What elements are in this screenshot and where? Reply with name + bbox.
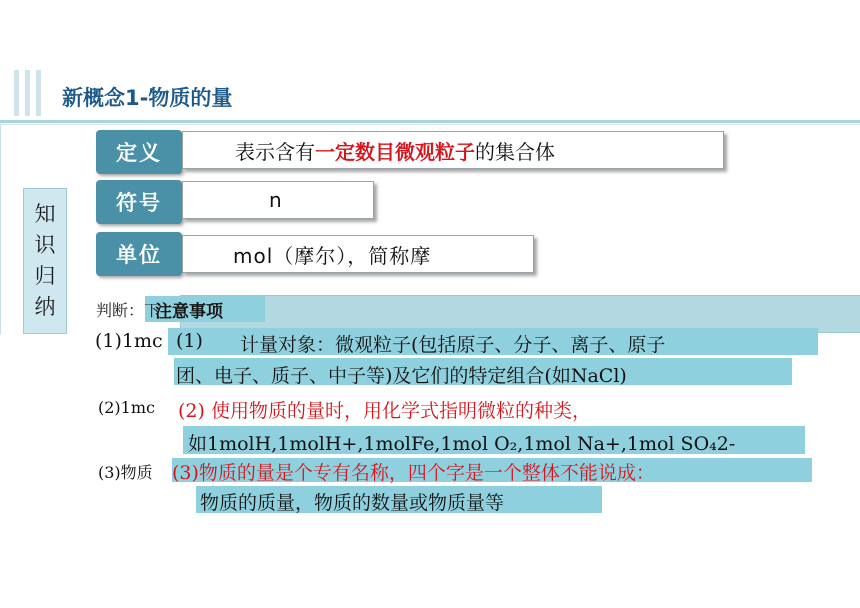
note2-prefix: (2)1mc xyxy=(98,398,155,417)
note2-line1: (2) 使用物质的量时，用化学式指明微粒的种类， xyxy=(178,400,591,422)
header-decoration xyxy=(14,70,54,116)
note3-line1: (3)物质的量是个专有名称，四个字是一个整体不能说成： xyxy=(172,462,655,484)
definition-text-pre: 表示含有 xyxy=(235,139,315,164)
note2-line2: 如1molH,1molH+,1molFe,1mol O₂,1mol Na+,1mol SO₄2- xyxy=(188,433,736,455)
symbol-label: 符号 xyxy=(96,180,182,224)
header-divider-thin xyxy=(0,124,860,125)
page-title: 新概念1-物质的量 xyxy=(62,86,233,110)
note1-number: (1) xyxy=(176,330,203,352)
knowledge-summary-label xyxy=(23,188,67,334)
note1-line2: 团、电子、质子、中子等)及它们的特定组合(如NaCl) xyxy=(176,365,627,387)
left-border xyxy=(0,124,1,334)
side-char: 归 xyxy=(34,264,56,288)
unit-label: 单位 xyxy=(96,232,182,276)
judge-label: 判断：下 xyxy=(96,301,161,320)
note1-prefix: (1)1mc xyxy=(95,330,163,352)
side-char: 识 xyxy=(34,233,56,257)
definition-text-highlight: 一定数目微观粒子 xyxy=(315,139,475,164)
definition-value xyxy=(182,131,724,169)
definition-label: 定义 xyxy=(96,130,182,174)
note3-line2: 物质的质量，物质的数量或物质量等 xyxy=(200,492,505,514)
note3-prefix: (3)物质 xyxy=(98,463,153,482)
notice-title: 注意事项 xyxy=(155,302,223,322)
header-divider xyxy=(0,120,860,123)
unit-text: mol（摩尔），简称摩 xyxy=(233,243,432,268)
symbol-value xyxy=(182,181,374,219)
symbol-text: n xyxy=(269,188,282,212)
note1-line1: 计量对象：微观粒子(包括原子、分子、离子、原子 xyxy=(240,334,666,356)
side-char: 纳 xyxy=(34,295,56,319)
unit-value xyxy=(182,235,534,273)
side-char: 知 xyxy=(34,202,56,226)
definition-text-post: 的集合体 xyxy=(475,139,555,164)
